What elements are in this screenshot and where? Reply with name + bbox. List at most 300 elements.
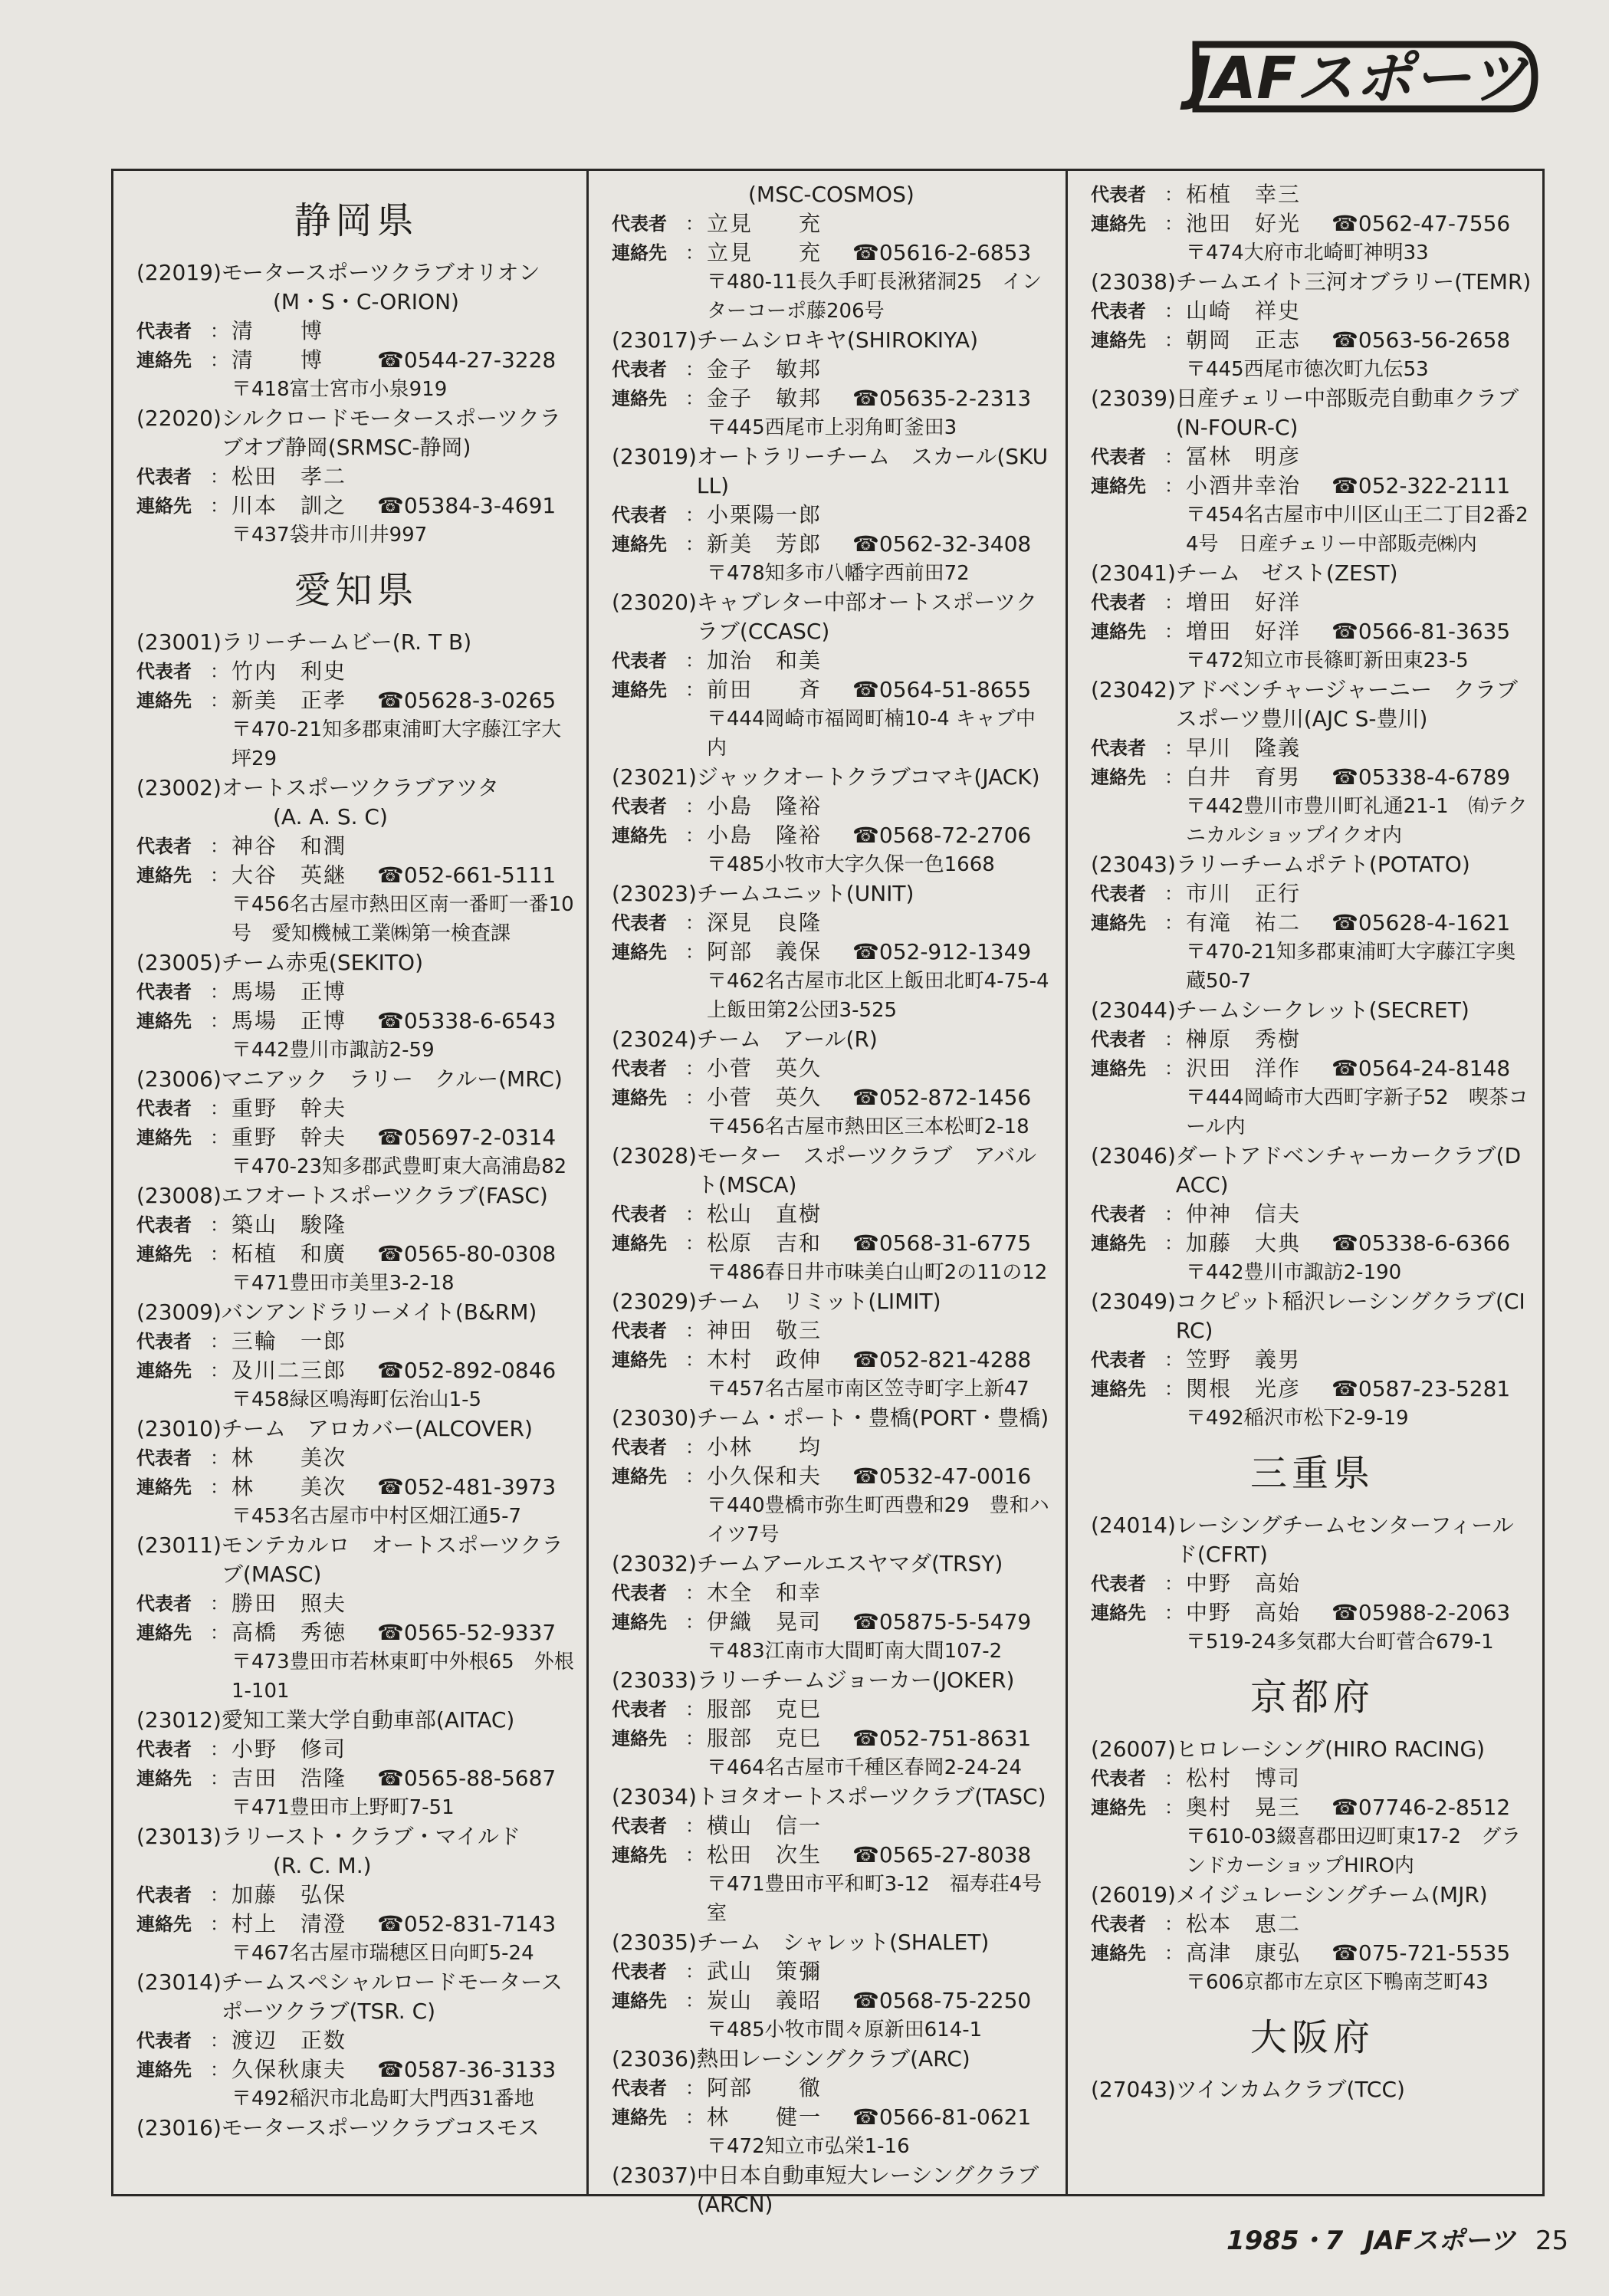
club-entry <box>612 1782 1055 1928</box>
label-colon: ： <box>685 242 704 264</box>
club-name: マニアック ラリー クルー(MRC) <box>221 1066 563 1092</box>
club-entry <box>612 879 1069 1025</box>
club-header <box>1091 1141 1534 1200</box>
club-entry <box>136 948 576 1065</box>
contact-label: 連絡先 <box>612 242 667 264</box>
club-entry <box>612 1404 1055 1549</box>
contact-label: 連絡先 <box>136 865 192 886</box>
contact-line <box>136 1240 576 1269</box>
label-colon: ： <box>210 466 228 488</box>
phone-number: ☎0532-47-0016 <box>852 1463 1032 1489</box>
postal-address: 〒470-21知多郡東浦町大字藤江字大坪29 <box>231 718 562 770</box>
postal-address: 〒458緑区鳴海町伝治山1-5 <box>231 1388 482 1411</box>
representative-label: 代表者 <box>136 320 192 342</box>
representative-line <box>612 1957 1055 1986</box>
contact-line <box>1091 326 1534 355</box>
club-code: (23023) <box>612 881 697 906</box>
club-code: (22020) <box>136 406 222 431</box>
club-entry <box>612 2045 1055 2161</box>
club-code: (23011) <box>136 1532 222 1558</box>
club-code: (23020) <box>612 590 697 615</box>
club-entry <box>136 628 576 774</box>
phone-number: ☎05635-2-2313 <box>852 386 1032 411</box>
postal-address: 〒480-11長久手町長湫猪洞25 インターコーポ藤206号 <box>707 271 1043 323</box>
club-name: ヒロレーシング(HIRO RACING) <box>1175 1736 1486 1762</box>
club-header <box>1091 559 1534 588</box>
representative-label: 代表者 <box>1091 1913 1146 1935</box>
club-code: (23038) <box>1091 269 1176 294</box>
label-colon: ： <box>210 836 228 857</box>
contact-line <box>136 861 576 890</box>
contact-name: 松田 次生 <box>707 1842 823 1867</box>
club-header <box>612 879 1055 908</box>
phone-number: ☎0565-80-0308 <box>377 1241 557 1266</box>
club-header <box>1091 675 1534 734</box>
club-name: オートラリーチーム スカール(SKULL) <box>696 444 1049 498</box>
phone-number: ☎0562-47-7556 <box>1332 211 1511 236</box>
representative-label: 代表者 <box>1091 446 1146 468</box>
prefecture-heading: 京都府 <box>1249 1676 1374 1719</box>
representative-name: 加治 和美 <box>707 648 823 673</box>
contact-name: 松原 吉和 <box>707 1230 823 1256</box>
club-name: トヨタオートスポーツクラブ(TASC) <box>696 1784 1046 1809</box>
club-entry <box>612 763 1055 879</box>
representative-line <box>136 832 576 861</box>
representative-name: 笠野 義男 <box>1186 1347 1302 1372</box>
contact-label: 連絡先 <box>136 1010 192 1032</box>
issue-date: 1985・7 <box>1226 2225 1344 2256</box>
postal-address: 〒437袋井市川井997 <box>231 524 428 547</box>
representative-label: 代表者 <box>612 2078 667 2099</box>
club-name: チーム赤兎(SEKITO) <box>221 950 423 975</box>
phone-number: ☎05384-3-4691 <box>377 493 557 518</box>
representative-label: 代表者 <box>136 1593 192 1614</box>
club-header <box>612 1404 1055 1433</box>
prefecture-heading: 静岡県 <box>294 199 419 242</box>
contact-name: 中野 高始 <box>1186 1600 1302 1625</box>
contact-name: 木村 政伸 <box>707 1347 823 1372</box>
label-colon: ： <box>210 981 228 1003</box>
club-entry <box>136 1414 576 1531</box>
representative-label: 代表者 <box>136 1739 192 1760</box>
contact-name: 有滝 祐二 <box>1186 910 1302 935</box>
postal-address: 〒474大府市北崎町神明33 <box>1186 241 1429 264</box>
club-header <box>136 258 576 287</box>
contact-line <box>136 1473 576 1502</box>
contact-label: 連絡先 <box>1091 1797 1146 1818</box>
label-colon: ： <box>210 1884 228 1906</box>
postal-address: 〒444岡崎市福岡町楠10-4 キャブ中内 <box>707 708 1036 760</box>
contact-label: 連絡先 <box>136 1127 192 1148</box>
representative-label: 代表者 <box>136 1447 192 1469</box>
contact-line <box>1091 617 1534 646</box>
phone-number: ☎0568-75-2250 <box>852 1988 1032 2013</box>
club-code: (23028) <box>612 1143 697 1168</box>
representative-label: 代表者 <box>612 650 667 672</box>
contact-label: 連絡先 <box>136 1476 192 1498</box>
label-colon: ： <box>685 1728 704 1749</box>
label-colon: ： <box>685 941 704 963</box>
representative-label: 代表者 <box>612 1699 667 1720</box>
phone-number: ☎05616-2-6853 <box>852 240 1032 265</box>
club-name: ダートアドベンチャーカークラブ(DACC) <box>1175 1143 1522 1197</box>
representative-line <box>136 1444 576 1473</box>
phone-number: ☎05338-6-6366 <box>1332 1230 1511 1256</box>
contact-line <box>612 938 1055 967</box>
representative-line <box>136 1210 576 1240</box>
directory-frame <box>111 169 1545 2217</box>
club-code: (23010) <box>136 1416 222 1441</box>
phone-number: ☎0562-32-3408 <box>852 531 1032 557</box>
representative-line <box>612 209 1055 238</box>
contact-label: 連絡先 <box>1091 330 1146 351</box>
club-entry <box>1091 180 1534 268</box>
contact-name: 重野 幹夫 <box>231 1125 347 1150</box>
phone-number: ☎052-892-0846 <box>377 1358 557 1383</box>
representative-name: 服部 克巳 <box>707 1697 823 1722</box>
contact-name: 金子 敏邦 <box>707 386 823 411</box>
postal-address: 〒453名古屋市中村区畑江通5-7 <box>231 1505 522 1528</box>
column-2 <box>589 171 1069 2217</box>
representative-label: 代表者 <box>136 1098 192 1119</box>
contact-line <box>136 1764 576 1793</box>
club-entry <box>1091 2075 1534 2104</box>
representative-line <box>1091 180 1534 209</box>
label-colon: ： <box>1164 1943 1183 1964</box>
contact-name: 伊織 晃司 <box>707 1609 823 1634</box>
contact-line <box>612 1724 1055 1753</box>
representative-label: 代表者 <box>1091 883 1146 905</box>
label-colon: ： <box>1164 737 1183 759</box>
phone-number: ☎05338-4-6789 <box>1332 764 1511 790</box>
club-entry <box>136 1298 576 1414</box>
representative-label: 代表者 <box>612 213 667 235</box>
club-name: バンアンドラリーメイト(B&RM) <box>221 1299 537 1325</box>
club-header <box>1091 850 1534 879</box>
club-code: (23009) <box>136 1299 222 1325</box>
representative-line <box>1091 1200 1534 1229</box>
club-name: チームエイト三河オブラリー(TEMR) <box>1175 269 1532 294</box>
postal-address: 〒444岡崎市大西町字新子52 喫茶コール内 <box>1186 1086 1529 1138</box>
representative-line <box>612 1200 1055 1229</box>
label-colon: ： <box>1164 1602 1183 1624</box>
phone-number: ☎052-322-2111 <box>1332 473 1511 498</box>
club-entry <box>1091 1880 1534 1997</box>
label-colon: ： <box>685 796 704 817</box>
label-colon: ： <box>685 504 704 526</box>
postal-address: 〒457名古屋市南区笠寺町字上新47 <box>707 1378 1029 1401</box>
club-code: (23046) <box>1091 1143 1176 1168</box>
club-code: (23042) <box>1091 677 1176 702</box>
club-code: (23021) <box>612 764 697 790</box>
representative-label: 代表者 <box>136 1331 192 1352</box>
contact-label: 連絡先 <box>612 1728 667 1749</box>
contact-label: 連絡先 <box>1091 1233 1146 1254</box>
label-colon: ： <box>210 1243 228 1265</box>
club-header <box>1091 268 1534 297</box>
postal-address: 〒462名古屋市北区上飯田北町4-75-4 上飯田第2公団3-525 <box>707 970 1069 1022</box>
club-name-continued: (M・S・C-ORION) <box>273 289 459 314</box>
representative-line <box>612 1316 1055 1345</box>
label-colon: ： <box>1164 767 1183 788</box>
contact-line <box>612 1345 1055 1375</box>
contact-name: 白井 育男 <box>1186 764 1302 790</box>
club-header <box>1091 1735 1534 1764</box>
label-colon: ： <box>685 534 704 555</box>
column-3 <box>1068 171 1545 2194</box>
club-entry <box>612 1928 1055 2045</box>
contact-label: 連絡先 <box>1091 1602 1146 1624</box>
club-name: ラリースト・クラブ・マイルド <box>221 1824 520 1849</box>
label-colon: ： <box>1164 1058 1183 1079</box>
contact-name: 朝岡 正志 <box>1186 327 1302 353</box>
representative-name: 木全 和幸 <box>707 1580 823 1605</box>
representative-label: 代表者 <box>1091 592 1146 613</box>
club-name: チームユニット(UNIT) <box>696 881 915 906</box>
club-code: (26007) <box>1091 1736 1176 1762</box>
contact-label: 連絡先 <box>136 1913 192 1935</box>
representative-label: 代表者 <box>1091 301 1146 322</box>
contact-label: 連絡先 <box>1091 621 1146 642</box>
contact-name: 増田 好洋 <box>1186 619 1302 644</box>
label-colon: ： <box>210 1010 228 1032</box>
label-colon: ： <box>685 1699 704 1720</box>
postal-address: 〒442豊川市諏訪2-190 <box>1186 1261 1402 1284</box>
contact-label: 連絡先 <box>1091 912 1146 934</box>
label-colon: ： <box>685 1990 704 2012</box>
representative-line <box>612 1054 1055 1083</box>
contact-line <box>612 675 1055 705</box>
phone-number: ☎052-821-4288 <box>852 1347 1032 1372</box>
contact-line <box>1091 1229 1534 1258</box>
club-entry <box>1091 675 1534 850</box>
label-colon: ： <box>210 865 228 886</box>
club-name: シルクロードモータースポーツクラブオブ静岡(SRMSC-静岡) <box>221 406 561 460</box>
representative-name: 小野 修司 <box>231 1736 347 1762</box>
phone-number: ☎0565-88-5687 <box>377 1766 557 1791</box>
label-colon: ： <box>210 1331 228 1352</box>
label-colon: ： <box>1164 446 1183 468</box>
representative-name: 小林 均 <box>707 1434 823 1460</box>
representative-label: 代表者 <box>136 466 192 488</box>
label-colon: ： <box>1164 301 1183 322</box>
contact-label: 連絡先 <box>136 495 192 517</box>
club-code: (23012) <box>136 1707 222 1733</box>
phone-number: ☎05338-6-6543 <box>377 1008 557 1033</box>
representative-label: 代表者 <box>1091 1204 1146 1225</box>
label-colon: ： <box>685 1844 704 1866</box>
phone-number: ☎052-912-1349 <box>852 939 1032 964</box>
club-name: チーム・ポート・豊橋(PORT・豊橋) <box>696 1405 1049 1430</box>
contact-line <box>136 1618 576 1647</box>
representative-name: 神谷 和潤 <box>231 833 347 859</box>
club-entry <box>612 180 1055 326</box>
contact-label: 連絡先 <box>612 1611 667 1633</box>
label-colon: ： <box>1164 330 1183 351</box>
postal-address: 〒472知立市弘栄1-16 <box>707 2135 910 2158</box>
prefecture-heading: 三重県 <box>1249 1452 1374 1495</box>
phone-number: ☎052-751-8631 <box>852 1726 1032 1751</box>
postal-address: 〒471豊田市平和町3-12 福寿荘4号室 <box>707 1873 1043 1925</box>
label-colon: ： <box>1164 1797 1183 1818</box>
postal-address: 〒485小牧市大字久保一色1668 <box>707 853 995 876</box>
representative-name: 市川 正行 <box>1186 881 1302 906</box>
contact-name: 馬場 正博 <box>231 1008 347 1033</box>
club-name: コクピット稲沢レーシングクラブ(CIRC) <box>1175 1289 1525 1343</box>
representative-line <box>612 908 1055 938</box>
representative-name: 松村 博司 <box>1186 1766 1302 1791</box>
club-code: (23044) <box>1091 997 1176 1023</box>
club-header <box>1091 2075 1534 2104</box>
club-entry <box>136 258 576 404</box>
club-code: (23039) <box>1091 386 1176 411</box>
club-name: ツインカムクラブ(TCC) <box>1175 2077 1405 2102</box>
phone-number: ☎052-831-7143 <box>377 1911 557 1936</box>
representative-name: 深見 良隆 <box>707 910 823 935</box>
label-colon: ： <box>1164 184 1183 205</box>
club-code: (23013) <box>136 1824 222 1849</box>
contact-line <box>1091 1375 1534 1404</box>
label-colon: ： <box>210 1447 228 1469</box>
label-colon: ： <box>685 912 704 934</box>
postal-address: 〒486春日井市味美白山町2の11の12 <box>707 1261 1048 1284</box>
club-entry <box>612 1666 1055 1782</box>
representative-label: 代表者 <box>1091 1029 1146 1050</box>
phone-number: ☎0587-36-3133 <box>377 2057 557 2082</box>
label-colon: ： <box>1164 912 1183 934</box>
club-code: (23017) <box>612 327 697 353</box>
representative-label: 代表者 <box>612 1582 667 1604</box>
club-code: (23034) <box>612 1784 697 1809</box>
representative-name: 金子 敏邦 <box>707 356 823 382</box>
contact-label: 連絡先 <box>612 2107 667 2128</box>
contact-name: 村上 清澄 <box>231 1911 347 1936</box>
representative-label: 代表者 <box>136 2030 192 2051</box>
representative-name: 松山 直樹 <box>707 1201 823 1227</box>
label-colon: ： <box>685 1349 704 1371</box>
representative-name: 早川 隆義 <box>1186 735 1302 760</box>
club-entry <box>136 1822 576 1968</box>
representative-name: 立見 充 <box>707 211 823 236</box>
club-header <box>136 1968 576 2026</box>
representative-line <box>612 501 1055 530</box>
label-colon: ： <box>1164 1233 1183 1254</box>
contact-label: 連絡先 <box>612 1844 667 1866</box>
contact-name: 関根 光彦 <box>1186 1376 1302 1401</box>
club-entry <box>612 442 1055 588</box>
contact-line <box>136 2055 576 2084</box>
contact-line <box>612 530 1055 559</box>
club-header <box>136 1706 576 1735</box>
phone-number: ☎05988-2-2063 <box>1332 1600 1511 1625</box>
representative-name: 小菅 英久 <box>707 1056 823 1081</box>
club-name: チームシロキヤ(SHIROKIYA) <box>696 327 979 353</box>
phone-number: ☎075-721-5535 <box>1332 1940 1511 1966</box>
club-code: (24014) <box>1091 1513 1176 1538</box>
club-code: (26019) <box>1091 1882 1176 1907</box>
label-colon: ： <box>685 1437 704 1458</box>
postal-address: 〒418富士宮市小泉919 <box>231 378 448 401</box>
contact-name: 高橋 秀徳 <box>231 1620 347 1645</box>
club-entry <box>1091 268 1534 384</box>
phone-number: ☎07746-2-8512 <box>1332 1795 1511 1820</box>
representative-name: 中野 高始 <box>1186 1571 1302 1596</box>
postal-address: 〒454名古屋市中川区山王二丁目2番24号 日産チェリー中部販売㈱内 <box>1186 504 1529 556</box>
representative-name: 馬場 正博 <box>231 979 347 1004</box>
representative-label: 代表者 <box>1091 737 1146 759</box>
representative-name: 築山 駿隆 <box>231 1212 347 1237</box>
label-colon: ： <box>1164 1378 1183 1400</box>
club-header <box>612 1025 1055 1054</box>
club-header <box>136 1298 576 1327</box>
club-code: (23014) <box>136 1969 222 1995</box>
label-colon: ： <box>685 679 704 701</box>
representative-label: 代表者 <box>612 1437 667 1458</box>
representative-label: 代表者 <box>612 912 667 934</box>
label-colon: ： <box>685 825 704 846</box>
club-entry <box>136 1531 576 1706</box>
club-header <box>136 628 576 657</box>
club-name: レーシングチームセンターフィールド(CFRT) <box>1175 1513 1514 1567</box>
contact-name: 小島 隆裕 <box>707 823 823 848</box>
representative-line <box>612 646 1055 675</box>
contact-label: 連絡先 <box>136 690 192 711</box>
logo-text: JAFスポーツ <box>1190 44 1527 112</box>
club-name: モーター スポーツクラブ アバルト(MSCA) <box>696 1143 1037 1197</box>
club-entry <box>1091 1141 1534 1287</box>
label-colon: ： <box>1164 1573 1183 1595</box>
club-header <box>1091 1287 1534 1345</box>
label-colon: ： <box>1164 1204 1183 1225</box>
contact-name: 服部 克巳 <box>707 1726 823 1751</box>
column-1 <box>113 171 589 2194</box>
representative-name: 冨林 明彦 <box>1186 444 1302 469</box>
club-name: チーム ゼスト(ZEST) <box>1175 560 1398 586</box>
phone-number: ☎0568-72-2706 <box>852 823 1032 848</box>
representative-name: 林 美次 <box>231 1445 347 1470</box>
representative-label: 代表者 <box>612 1058 667 1079</box>
contact-line <box>1091 1793 1534 1822</box>
contact-name: 小久保和夫 <box>707 1463 823 1489</box>
label-colon: ： <box>210 1913 228 1935</box>
contact-name: 炭山 義昭 <box>707 1988 823 2013</box>
contact-label: 連絡先 <box>136 1622 192 1644</box>
club-header <box>1091 1880 1534 1910</box>
label-colon: ： <box>685 1204 704 1225</box>
contact-name: 林 美次 <box>231 1474 347 1499</box>
representative-label: 代表者 <box>136 661 192 682</box>
contact-label: 連絡先 <box>1091 767 1146 788</box>
postal-address: 〒456名古屋市熱田区三本松町2-18 <box>707 1115 1029 1138</box>
representative-line <box>612 1695 1055 1724</box>
club-header <box>612 1782 1055 1812</box>
club-name: チーム アロカバー(ALCOVER) <box>221 1416 533 1441</box>
representative-label: 代表者 <box>1091 1349 1146 1371</box>
contact-label: 連絡先 <box>136 2059 192 2081</box>
club-name: オートスポーツクラブアツタ <box>221 775 499 800</box>
club-header <box>612 326 1055 355</box>
club-name: チームスペシャルロードモータースポーツクラブ(TSR. C) <box>221 1969 563 2024</box>
contact-name: 小酒井幸治 <box>1186 473 1302 498</box>
label-colon: ： <box>685 1087 704 1109</box>
club-header <box>136 1531 576 1589</box>
club-name: ラリーチームビー(R. T B) <box>221 629 472 655</box>
representative-name: 勝田 照夫 <box>231 1591 347 1616</box>
contact-line <box>136 346 576 375</box>
club-name: 愛知工業大学自動車部(AITAC) <box>221 1707 515 1733</box>
representative-name: 加藤 弘保 <box>231 1882 347 1907</box>
club-code: (23049) <box>1091 1289 1176 1314</box>
